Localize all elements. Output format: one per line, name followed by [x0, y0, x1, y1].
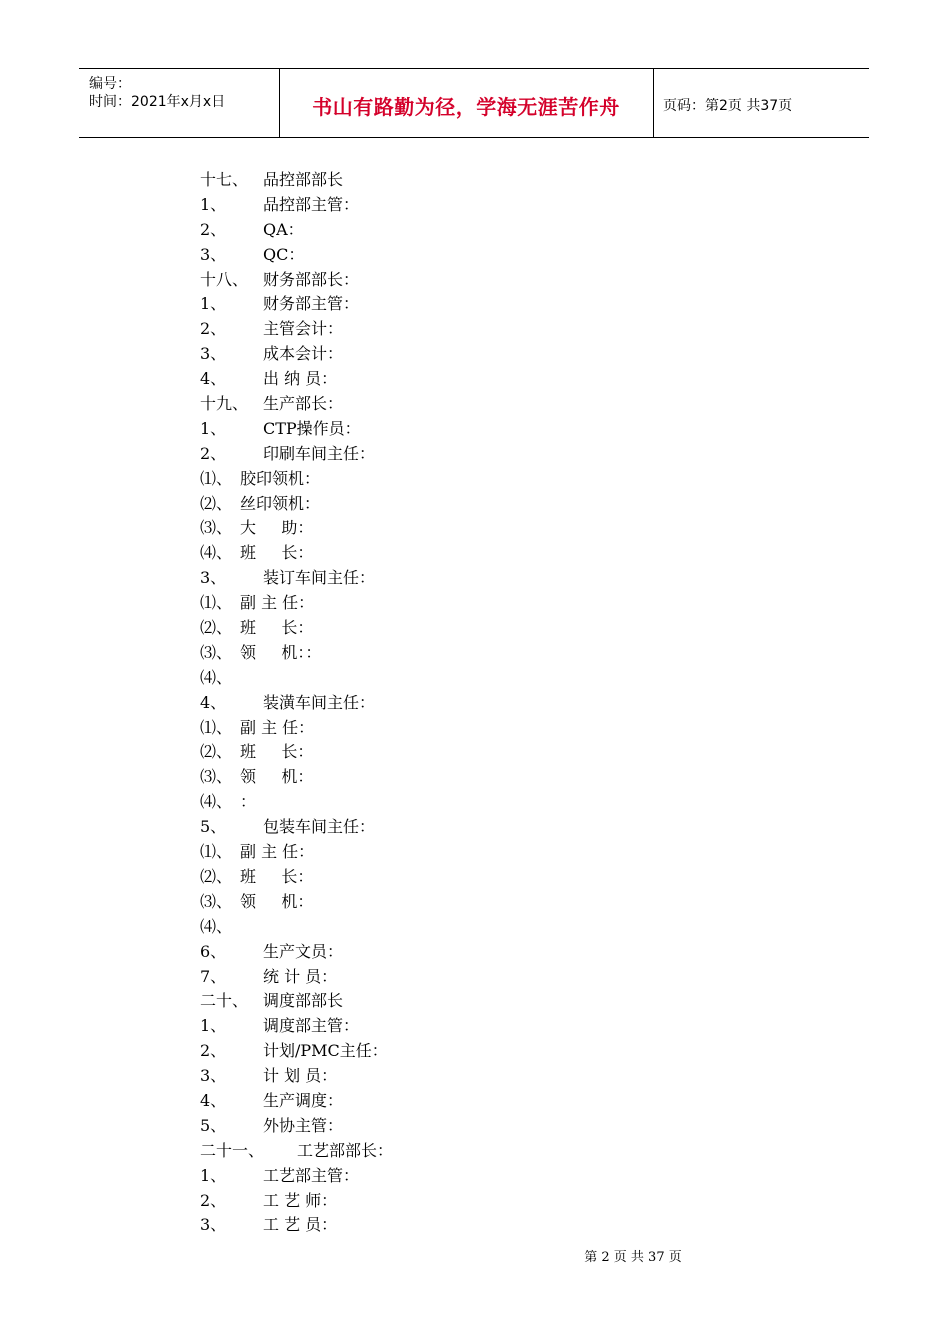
line-number: ⑶、: [200, 767, 233, 787]
document-line: [200, 1164, 800, 1189]
line-number: ⑶、: [200, 891, 233, 911]
document-line: [200, 218, 800, 243]
line-number: 4、: [200, 1090, 227, 1110]
line-number: 3、: [200, 1215, 227, 1235]
document-line: [200, 716, 800, 741]
line-number: 5、: [200, 817, 227, 837]
header-motto-cell: [279, 69, 654, 137]
line-number: 4、: [200, 369, 227, 389]
line-number: ⑶、: [200, 642, 233, 662]
line-number: 6、: [200, 941, 227, 961]
motto: 书山有路勤为径，学海无涯苦作舟: [312, 95, 620, 119]
line-text: 生产部长：: [263, 394, 344, 414]
line-text: 班 长：: [240, 866, 314, 886]
line-number: 5、: [200, 1115, 227, 1135]
number-label: 编号：: [89, 76, 131, 92]
document-line: [200, 1014, 800, 1039]
line-number: 十八、: [200, 269, 249, 289]
document-line: [200, 1139, 800, 1164]
line-text: 品控部部长: [263, 170, 344, 189]
line-text: 生产文员：: [263, 941, 344, 961]
document-line: [200, 965, 800, 990]
line-number: 2、: [200, 1041, 227, 1061]
line-number: 3、: [200, 244, 227, 264]
line-number: ⑵、: [200, 866, 233, 886]
line-text: 班 长：: [240, 618, 314, 638]
line-number: 2、: [200, 1190, 227, 1210]
document-line: [200, 815, 800, 840]
line-number: ⑷、: [200, 543, 233, 563]
line-number: 十九、: [200, 394, 249, 414]
line-number: 3、: [200, 1066, 227, 1086]
footer-page-number: 第 2 页 共 37 页: [584, 1250, 682, 1265]
line-number: ⑴、: [200, 593, 233, 613]
line-text: QA：: [263, 219, 304, 239]
line-text: 计划/PMC主任：: [263, 1041, 388, 1061]
line-number: 2、: [200, 443, 227, 463]
document-line: [200, 641, 800, 666]
line-number: ⑶、: [200, 518, 233, 538]
line-text: 胶印领机：: [240, 468, 321, 488]
line-text: 装潢车间主任：: [263, 692, 376, 712]
document-line: [200, 591, 800, 616]
line-text: CTP操作员：: [263, 418, 361, 438]
line-number: ⑷、: [200, 792, 233, 812]
line-text: 主管会计：: [263, 319, 344, 339]
line-text: 领 机：: [240, 767, 314, 787]
line-number: ⑵、: [200, 618, 233, 638]
line-text: 成本会计：: [263, 344, 344, 364]
document-line: [200, 691, 800, 716]
line-number: ⑵、: [200, 493, 233, 513]
header-meta-cell: [79, 69, 280, 137]
document-line: [200, 1039, 800, 1064]
line-text: 班 长：: [240, 742, 314, 762]
line-number: 二十一、: [200, 1140, 265, 1160]
line-text: 印刷车间主任：: [263, 443, 376, 463]
line-text: 生产调度：: [263, 1090, 344, 1110]
line-text: 财务部部长：: [263, 269, 360, 289]
line-text: 工 艺 师：: [263, 1190, 338, 1210]
line-text: 班 长：: [240, 543, 314, 563]
line-number: ⑴、: [200, 717, 233, 737]
document-line: [200, 915, 800, 940]
document-line: [200, 193, 800, 218]
line-text: 品控部主管：: [263, 194, 360, 214]
header-page-cell: [653, 69, 869, 137]
line-text: 副 主 任：: [240, 842, 315, 862]
document-line: [200, 243, 800, 268]
document-line: [200, 1189, 800, 1214]
line-text: 包装车间主任：: [263, 817, 376, 837]
line-number: 十七、: [200, 170, 249, 189]
line-number: 7、: [200, 966, 227, 986]
line-text: 工艺部主管：: [263, 1165, 360, 1185]
line-text: ：: [240, 792, 257, 812]
line-text: 副 主 任：: [240, 593, 315, 613]
line-text: 计 划 员：: [263, 1066, 338, 1086]
line-text: 领 机：: [240, 891, 314, 911]
document-line: [200, 765, 800, 790]
document-line: [200, 417, 800, 442]
document-line: [200, 342, 800, 367]
line-text: 大 助：: [240, 518, 314, 538]
document-line: [200, 666, 800, 691]
line-text: 丝印领机：: [240, 493, 321, 513]
document-line: [200, 865, 800, 890]
line-number: 1、: [200, 418, 227, 438]
line-text: 出 纳 员：: [263, 369, 338, 389]
document-body: [200, 168, 800, 1238]
document-line: [200, 940, 800, 965]
line-text: QC：: [263, 244, 305, 264]
page-footer: [0, 1246, 950, 1265]
line-text: 调度部主管：: [263, 1016, 360, 1036]
document-line: [200, 1114, 800, 1139]
line-text: 财务部主管：: [263, 294, 360, 314]
document-line: [200, 566, 800, 591]
document-line: [200, 1064, 800, 1089]
document-line: [200, 1089, 800, 1114]
line-number: ⑴、: [200, 468, 233, 488]
line-number: ⑷、: [200, 667, 233, 687]
document-line: [200, 790, 800, 815]
line-number: 1、: [200, 194, 227, 214]
document-line: [200, 541, 800, 566]
line-number: 1、: [200, 294, 227, 314]
line-number: 3、: [200, 568, 227, 588]
line-number: 4、: [200, 692, 227, 712]
line-text: 外协主管：: [263, 1115, 344, 1135]
document-line: [200, 442, 800, 467]
line-text: 工艺部部长：: [297, 1140, 394, 1160]
line-number: 1、: [200, 1016, 227, 1036]
document-line: [200, 989, 800, 1014]
document-line: [200, 616, 800, 641]
page-header: [79, 68, 869, 138]
document-line: [200, 516, 800, 541]
document-line: [200, 492, 800, 517]
line-text: 装订车间主任：: [263, 568, 376, 588]
line-number: 3、: [200, 344, 227, 364]
line-number: ⑵、: [200, 742, 233, 762]
line-number: 二十、: [200, 991, 249, 1011]
line-text: 副 主 任：: [240, 717, 315, 737]
line-number: ⑷、: [200, 916, 233, 936]
document-line: [200, 740, 800, 765]
line-text: 调度部部长: [263, 991, 344, 1011]
line-number: 1、: [200, 1165, 227, 1185]
line-text: 工 艺 员：: [263, 1215, 338, 1235]
line-text: 统 计 员：: [263, 966, 338, 986]
document-line: [200, 840, 800, 865]
line-number: 2、: [200, 219, 227, 239]
time-label: 时间：2021年x月x日: [89, 94, 226, 110]
page-number-label: 页码：第2页 共37页: [663, 98, 793, 114]
document-line: [200, 317, 800, 342]
document-line: [200, 467, 800, 492]
document-line: [200, 367, 800, 392]
document-line: [200, 292, 800, 317]
document-line: [200, 1213, 800, 1238]
line-text: 领 机：：: [240, 642, 322, 662]
line-number: 2、: [200, 319, 227, 339]
document-line: [200, 268, 800, 293]
line-number: ⑴、: [200, 842, 233, 862]
document-line: [200, 392, 800, 417]
document-line: [200, 890, 800, 915]
document-line: [200, 168, 800, 193]
